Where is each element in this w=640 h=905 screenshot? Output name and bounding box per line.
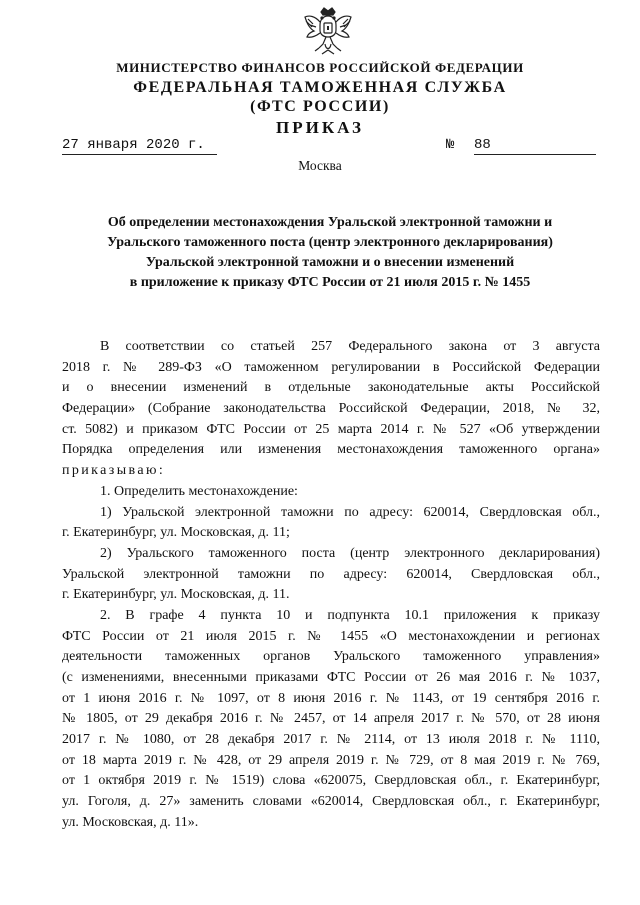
body-line: 2017 г. № 1080, от 28 декабря 2017 г. № 2114, от 13 июля 2018 г. № 1110, [62, 732, 600, 748]
service-short-name: (ФТС РОССИИ) [250, 98, 390, 115]
body-line: 2) Уральского таможенного поста (центр электронного декларирования) [100, 545, 600, 561]
body-line: от 18 марта 2019 г. № 428, от 29 апреля 2019 г. № 729, от 8 мая 2019 г. № 769, [62, 752, 600, 768]
body-line: г. Екатеринбург, ул. Московская, д. 11; [62, 525, 290, 541]
body-line: ст. 5082) и приказом ФТС России от 25 марта 2014 г. № 527 «Об утверждении [62, 421, 600, 437]
body-line: г. Екатеринбург, ул. Московская, д. 11. [62, 587, 290, 603]
body-line: 1) Уральской электронной таможни по адресу: 620014, Свердловская обл., [100, 504, 600, 520]
body-line: ул. Гоголя, д. 27» заменить словами «620014, Свердловская обл., г. Екатеринбург, [62, 794, 600, 810]
order-number-sign: № [446, 137, 455, 153]
title-line: Об определении местонахождения Уральской электронной таможни и [107, 215, 553, 230]
ministry-name: МИНИСТЕРСТВО ФИНАНСОВ РОССИЙСКОЙ ФЕДЕРАЦИИ [116, 60, 524, 75]
document-title [74, 213, 586, 293]
order-number: 88 [474, 137, 596, 155]
body-line: 1. Определить местонахождение: [100, 483, 298, 499]
body-line: В соответствии со статьей 257 Федерального закона от 3 августа [100, 339, 600, 354]
document-body [62, 337, 600, 834]
order-date: 27 января 2020 г. [62, 137, 217, 155]
coat-of-arms-icon [303, 6, 353, 58]
issue-city: Москва [298, 158, 342, 173]
body-line-order-word: приказываю: [62, 463, 166, 479]
title-line: в приложение к приказу ФТС России от 21 июля 2015 г. № 1455 [129, 275, 531, 290]
body-line: № 1805, от 29 декабря 2016 г. № 2457, от 14 апреля 2017 г. № 570, от 28 июня [62, 711, 600, 727]
body-line: ФТС России от 21 июля 2015 г. № 1455 «О местонахождении и регионах [62, 628, 600, 644]
body-line: Порядка определения или изменения местонахождения таможенного органа» [62, 442, 600, 458]
body-line: 2018 г. № 289-ФЗ «О таможенном регулировании в Российской Федерации [62, 359, 600, 375]
body-line: (с изменениями, внесенными приказами ФТС России от 26 мая 2016 г. № 1037, [62, 670, 600, 685]
body-line: и о внесении изменений в отдельные законодательные акты Российской [62, 380, 600, 396]
body-line: Уральской электронной таможни по адресу: 620014, Свердловская обл., [62, 566, 600, 582]
body-line: от 1 июня 2016 г. № 1097, от 8 июня 2016 г. № 1143, от 19 сентября 2016 г. [62, 690, 600, 706]
body-line: Федерации» (Собрание законодательства Российской Федерации, 2018, № 32, [62, 401, 600, 417]
body-line: от 1 октября 2019 г. № 1519) слова «620075, Свердловская обл., г. Екатеринбург, [62, 773, 600, 789]
service-name: ФЕДЕРАЛЬНАЯ ТАМОЖЕННАЯ СЛУЖБА [133, 79, 507, 96]
body-line: деятельности таможенных органов Уральского таможенного управления» [62, 649, 600, 665]
document-type: ПРИКАЗ [276, 118, 364, 137]
body-line: 2. В графе 4 пункта 10 и подпункта 10.1 приложения к приказу [100, 607, 600, 623]
title-line: Уральской электронной таможни и о внесении изменений [145, 255, 515, 270]
body-line: ул. Московская, д. 11». [62, 814, 199, 830]
title-line: Уральского таможенного поста (центр электронного декларирования) [107, 235, 553, 250]
